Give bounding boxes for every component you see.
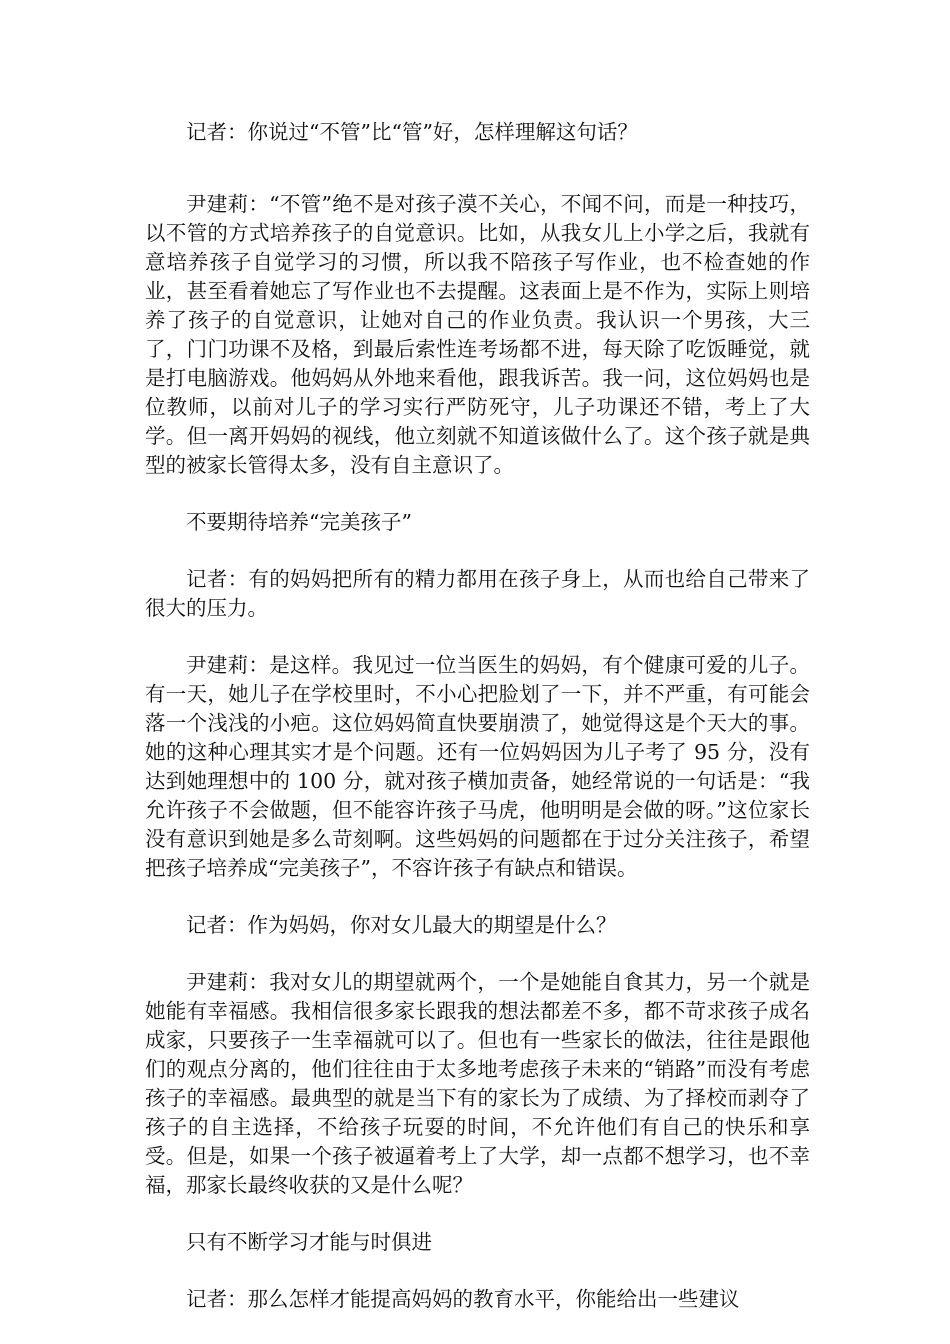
- section-heading: 只有不断学习才能与时俱进: [186, 1230, 432, 1254]
- question-paragraph: 记者：那么怎样才能提高妈妈的教育水平，你能给出一些建议: [186, 1287, 740, 1311]
- answer-paragraph: 尹建莉：是这样。我见过一位当医生的妈妈，有个健康可爱的儿子。有一天，她儿子在学校里时，不小心把脸划了一下，并不严重，有可能会落一个浅浅的小疤。这位妈妈简直快要崩溃了，她觉得这是个天大的事。她的这种心理其实才是个问题。还有一位妈妈因为儿子考了 95 分，没有达到她理想中的 100 分，就对孩子横加责备，她经常说的一句话是：“我允许孩子不会做题，但不能容许孩子马虎，他明明是会做的呀。”这位家长没有意识到她是多么苛刻啊。这些妈妈的问题都在于过分关注孩子，希望把孩子培养成“完美孩子”，不容许孩子有缺点和错误。: [145, 653, 810, 880]
- section-heading: 不要期待培养“完美孩子”: [186, 510, 412, 534]
- question-paragraph: 记者：有的妈妈把所有的精力都用在孩子身上，从而也给自己带来了很大的压力。: [145, 567, 810, 620]
- answer-paragraph: 尹建莉：我对女儿的期望就两个，一个是她能自食其力，另一个就是她能有幸福感。我相信很多家长跟我的想法都差不多，都不苛求孩子成名成家，只要孩子一生幸福就可以了。但也有一些家长的做法，往往是跟他们的观点分离的，他们往往由于太多地考虑孩子未来的“销路”而没有考虑孩子的幸福感。最典型的就是当下有的家长为了成绩、为了择校而剥夺了孩子的自主选择，不给孩子玩耍的时间，不允许他们有自己的快乐和享受。但是，如果一个孩子被逼着考上了大学，却一点都不想学习，也不幸福，那家长最终收获的又是什么呢？: [145, 970, 810, 1197]
- answer-paragraph: 尹建莉：“不管”绝不是对孩子漠不关心，不闻不问，而是一种技巧，以不管的方式培养孩子的自觉意识。比如，从我女儿上小学之后，我就有意培养孩子自觉学习的习惯，所以我不陪孩子写作业，也不检查她的作业，甚至看着她忘了写作业也不去提醒。这表面上是不作为，实际上则培养了孩子的自觉意识，让她对自己的作业负责。我认识一个男孩，大三了，门门功课不及格，到最后索性连考场都不进，每天除了吃饭睡觉，就是打电脑游戏。他妈妈从外地来看他，跟我诉苦。我一问，这位妈妈也是位教师，以前对儿子的学习实行严防死守，儿子功课还不错，考上了大学。但一离开妈妈的视线，他立刻就不知道该做什么了。这个孩子就是典型的被家长管得太多，没有自主意识了。: [145, 192, 810, 477]
- question-paragraph: 记者：作为妈妈，你对女儿最大的期望是什么？: [186, 913, 617, 937]
- document-body: [145, 118, 810, 1314]
- question-paragraph: 记者：你说过“不管”比“管”好，怎样理解这句话？: [186, 120, 638, 144]
